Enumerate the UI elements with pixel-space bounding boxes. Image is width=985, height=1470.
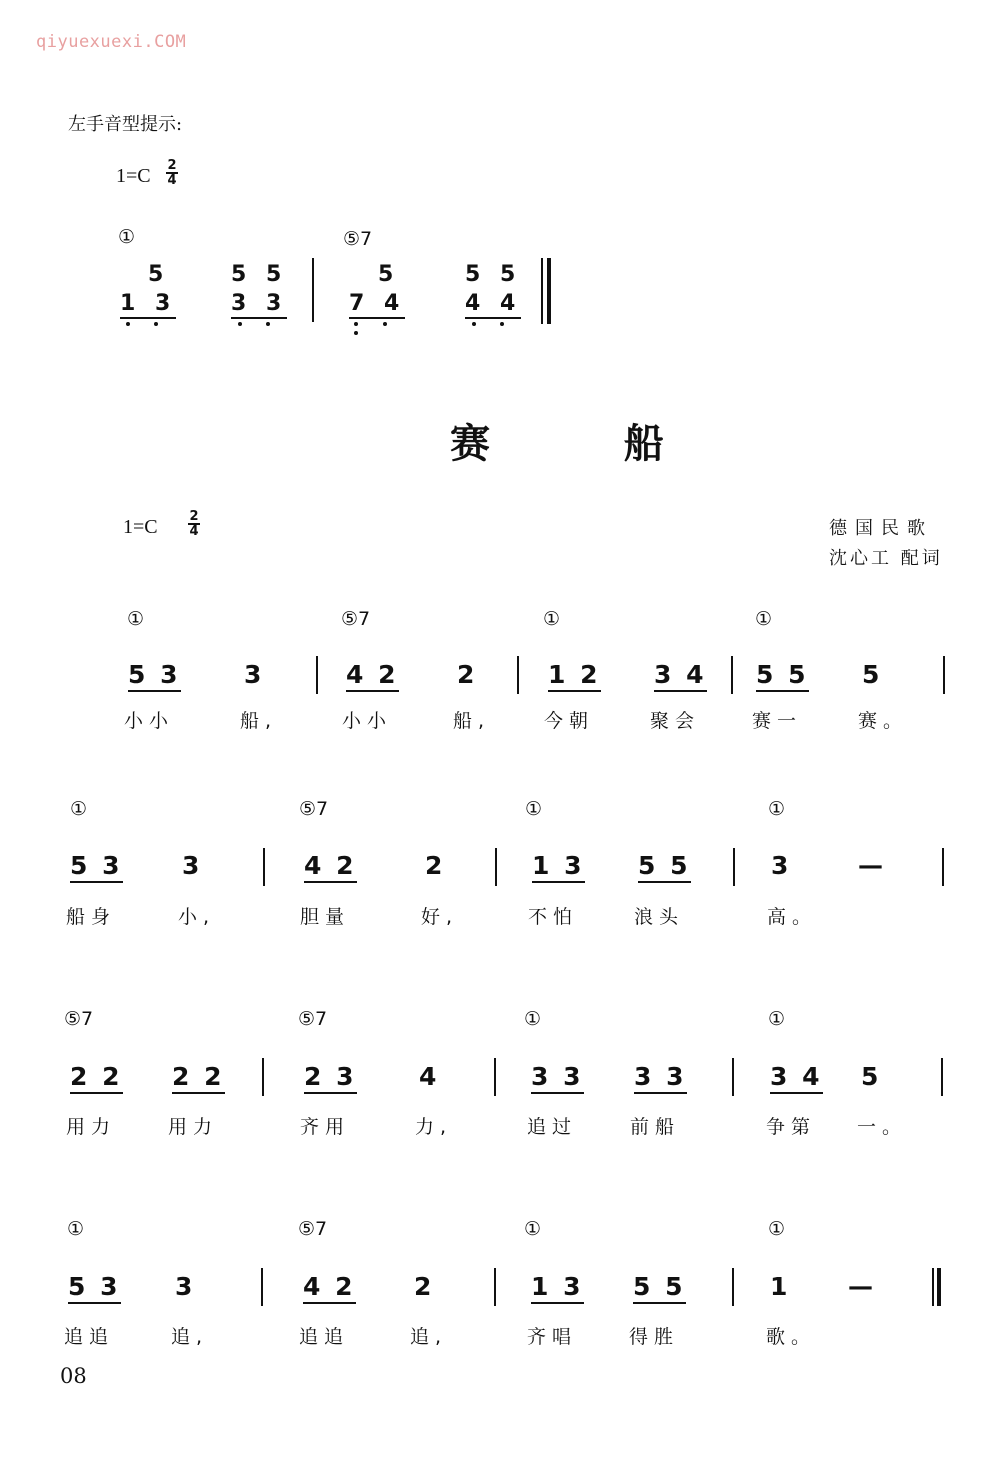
note-group: 3 3	[634, 1062, 687, 1094]
chord-marker: ①	[543, 608, 561, 630]
lyric-text: 赛一	[752, 710, 803, 732]
song-time-top: 2	[189, 509, 199, 524]
barline	[732, 1268, 734, 1306]
chord-marker: ①	[525, 798, 543, 820]
lyric-text: 歌。	[766, 1326, 817, 1348]
note-group: 3 4	[770, 1062, 823, 1094]
hint-chord-1: ①	[118, 226, 136, 248]
barline	[263, 848, 265, 886]
song-lyricist: 沈心工 配词	[829, 548, 943, 569]
lyric-text: 聚会	[650, 710, 701, 732]
note-group: 4 2	[303, 1272, 356, 1304]
note-group: 5 5	[756, 660, 809, 692]
lyric-text: 得胜	[629, 1326, 680, 1348]
barline	[517, 656, 519, 694]
note-group: 5 3	[68, 1272, 121, 1304]
final-barline-thick	[937, 1268, 941, 1306]
lyric-text: 前船	[630, 1116, 681, 1138]
note-group: 1 3	[532, 851, 585, 883]
lyric-text: 船,	[240, 710, 278, 732]
hint-m2-b2-top: 5 5	[465, 262, 522, 287]
song-time-bottom: 4	[189, 524, 199, 539]
lyric-text: 赛。	[858, 710, 909, 732]
hint-m1-b1-top: 5	[148, 262, 164, 287]
barline	[943, 656, 945, 694]
note-group: 5	[862, 660, 883, 689]
note-group: 2 2	[70, 1062, 123, 1094]
song-title: 赛 船	[450, 420, 724, 467]
note-group: —	[848, 1272, 876, 1301]
lyric-text: 追追	[299, 1326, 350, 1348]
note-group: 3	[244, 660, 265, 689]
note-group: 4 2	[304, 851, 357, 883]
hint-time-signature	[166, 160, 178, 186]
lyric-text: 一。	[857, 1116, 908, 1138]
lyric-text: 力,	[415, 1116, 453, 1138]
lyric-text: 胆量	[300, 906, 351, 928]
lyric-text: 船身	[66, 906, 117, 928]
lyric-text: 小,	[178, 906, 216, 928]
hint-chord-2: ⑤7	[343, 228, 373, 250]
chord-marker: ⑤7	[341, 608, 371, 630]
lyric-text: 用力	[66, 1116, 117, 1138]
note-group: 5 3	[128, 660, 181, 692]
chord-marker: ①	[127, 608, 145, 630]
note-group: 2 3	[304, 1062, 357, 1094]
lyric-text: 今朝	[544, 710, 595, 732]
chord-marker: ⑤7	[298, 1008, 328, 1030]
note-group: 3	[771, 851, 792, 880]
chord-marker: ①	[67, 1218, 85, 1240]
barline	[494, 1268, 496, 1306]
barline	[732, 1058, 734, 1096]
note-group: 5	[861, 1062, 882, 1091]
lyric-text: 小小	[342, 710, 393, 732]
hint-m2-b1-bottom: 7 4	[349, 291, 405, 319]
page-number: 08	[60, 1364, 87, 1388]
note-group: 3 4	[654, 660, 707, 692]
note-group: 5 5	[638, 851, 691, 883]
note-group: 3 3	[531, 1062, 584, 1094]
lyric-text: 高。	[767, 906, 818, 928]
chord-marker: ①	[768, 1218, 786, 1240]
song-key-signature: 1=C	[123, 516, 158, 538]
lyric-text: 船,	[453, 710, 491, 732]
note-group: 5 3	[70, 851, 123, 883]
chord-marker: ①	[768, 1008, 786, 1030]
hint-time-top: 2	[167, 158, 177, 173]
note-group: 4	[419, 1062, 440, 1091]
lyric-text: 好,	[421, 906, 459, 928]
chord-marker: ⑤7	[299, 798, 329, 820]
note-group: 5 5	[633, 1272, 686, 1304]
lyric-text: 小小	[124, 710, 175, 732]
note-group: 2	[457, 660, 478, 689]
hint-m1-b1-bottom: 1 3	[120, 291, 176, 319]
chord-marker: ①	[524, 1008, 542, 1030]
lyric-text: 追过	[527, 1116, 578, 1138]
chord-marker: ①	[768, 798, 786, 820]
barline	[942, 848, 944, 886]
barline	[941, 1058, 943, 1096]
barline	[262, 1058, 264, 1096]
hint-time-bottom: 4	[167, 173, 177, 188]
lyric-text: 齐用	[300, 1116, 351, 1138]
lyric-text: 追,	[410, 1326, 448, 1348]
barline	[494, 1058, 496, 1096]
lyric-text: 用力	[168, 1116, 219, 1138]
chord-marker: ①	[755, 608, 773, 630]
chord-marker: ①	[524, 1218, 542, 1240]
barline	[733, 848, 735, 886]
lyric-text: 追,	[171, 1326, 209, 1348]
chord-marker: ⑤7	[298, 1218, 328, 1240]
hint-key-signature: 1=C	[116, 165, 151, 187]
watermark-text: qiyuexuexi.COM	[36, 32, 187, 52]
note-group: 3	[175, 1272, 196, 1301]
note-group: 1 2	[548, 660, 601, 692]
hint-m1-b2-top: 5 5	[231, 262, 288, 287]
chord-marker: ⑤7	[64, 1008, 94, 1030]
lyric-text: 追追	[64, 1326, 115, 1348]
note-group: 1	[770, 1272, 791, 1301]
chord-marker: ①	[70, 798, 88, 820]
barline	[261, 1268, 263, 1306]
note-group: 1 3	[531, 1272, 584, 1304]
note-group: 2	[425, 851, 446, 880]
lyric-text: 齐唱	[527, 1326, 578, 1348]
final-barline	[932, 1268, 934, 1306]
barline	[495, 848, 497, 886]
hint-m1-b2-bottom: 3 3	[231, 291, 287, 319]
hint-m2-b1-top: 5	[378, 262, 394, 287]
hint-m2-b2-bottom: 4 4	[465, 291, 521, 319]
note-group: 2	[414, 1272, 435, 1301]
hint-label: 左手音型提示:	[68, 114, 183, 135]
note-group: —	[858, 851, 886, 880]
note-group: 4 2	[346, 660, 399, 692]
song-origin: 德国民歌	[829, 518, 933, 539]
lyric-text: 争第	[766, 1116, 817, 1138]
note-group: 3	[182, 851, 203, 880]
barline	[316, 656, 318, 694]
lyric-text: 不怕	[528, 906, 579, 928]
lyric-text: 浪头	[634, 906, 685, 928]
barline	[731, 656, 733, 694]
song-time-signature	[188, 511, 200, 537]
note-group: 2 2	[172, 1062, 225, 1094]
